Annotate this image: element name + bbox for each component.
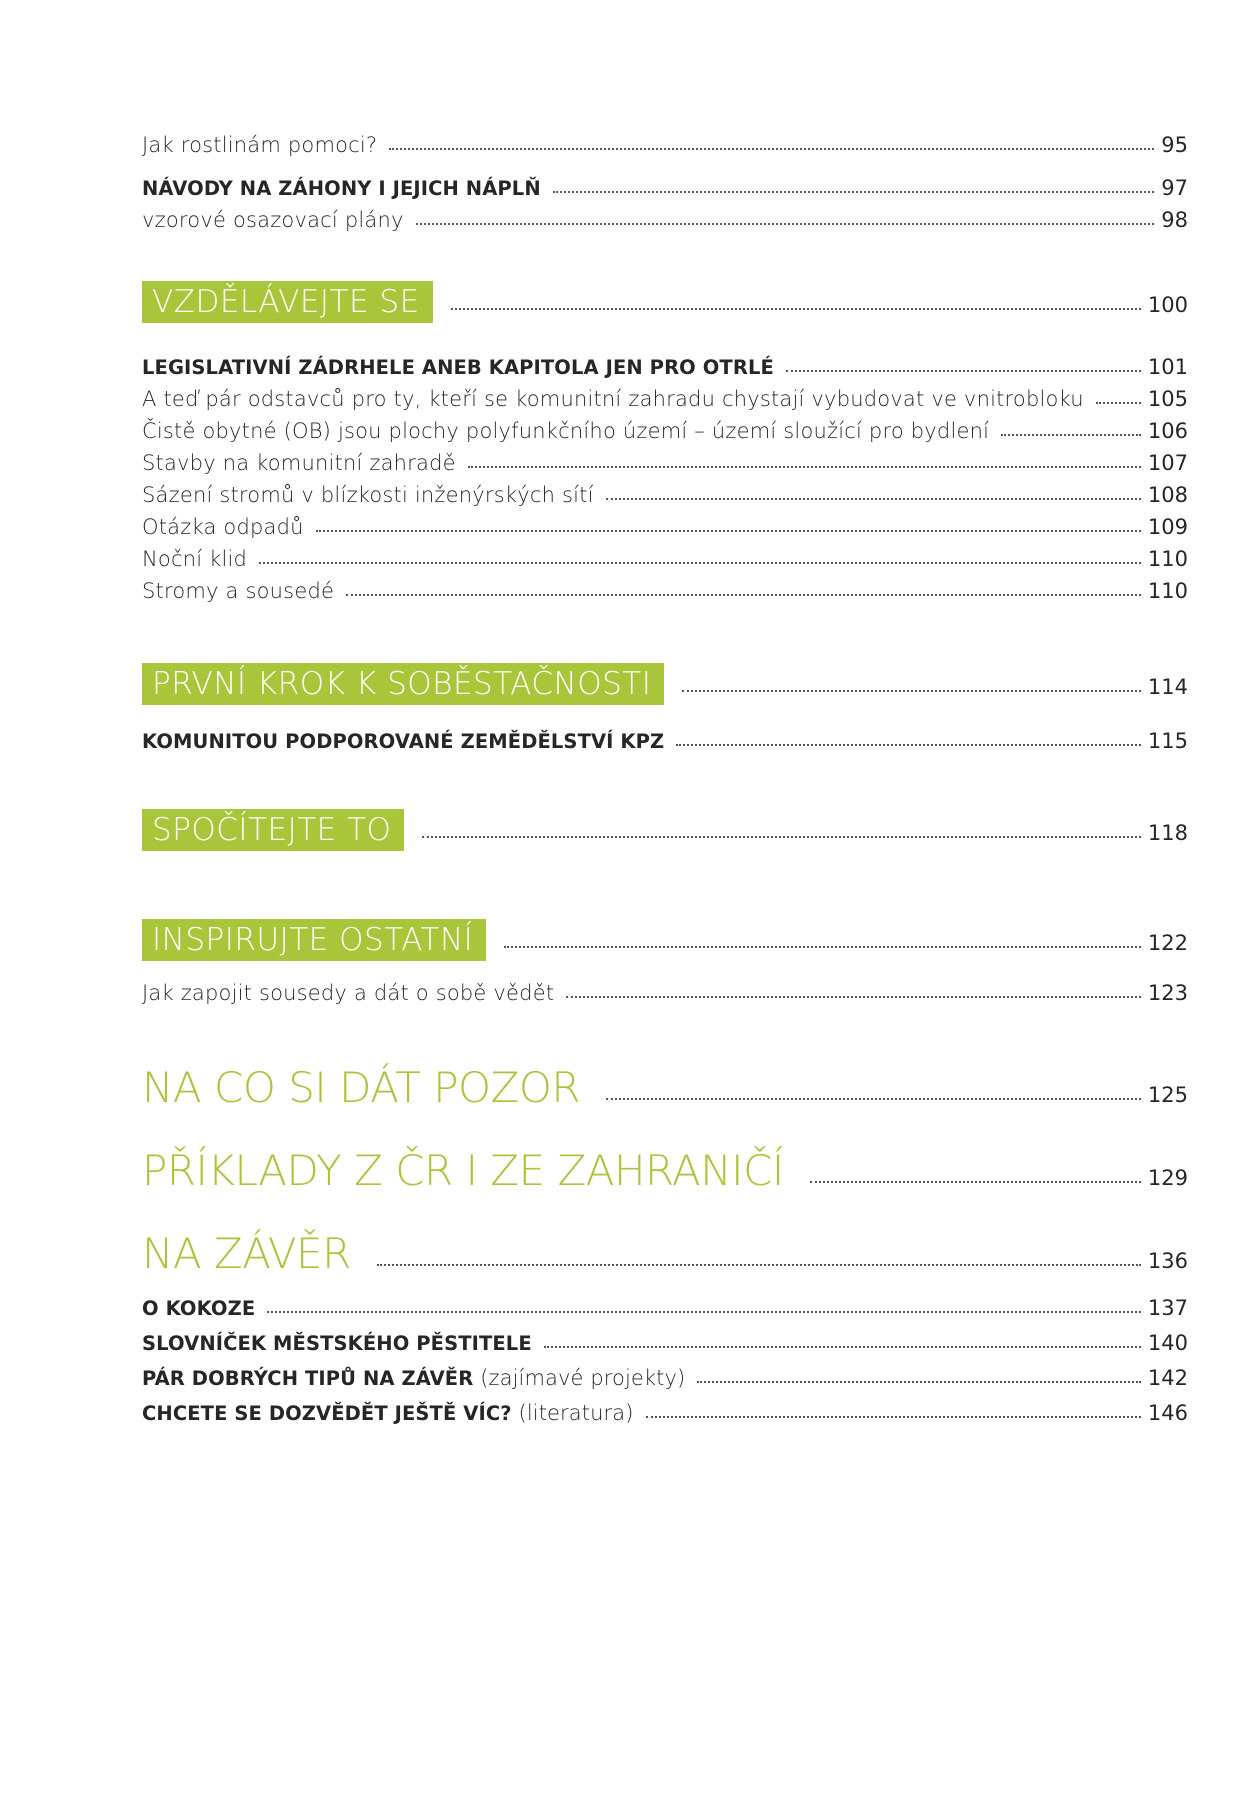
entry-note: (literatura): [518, 1401, 634, 1425]
dot-leader: [422, 836, 1140, 838]
toc-chapter[interactable]: [142, 809, 1188, 851]
toc-entry-title: Jak zapojit sousedy a dát o sobě vědět: [142, 981, 555, 1005]
toc-entry-title: [142, 1366, 685, 1390]
page-number: 105: [1147, 387, 1188, 411]
toc-entry[interactable]: [142, 1401, 1188, 1425]
page-number: 115: [1147, 729, 1188, 753]
dot-leader: [1096, 402, 1141, 404]
entry-main-text: CHCETE SE DOZVĚDĚT JEŠTĚ VÍC?: [142, 1402, 512, 1425]
dot-leader: [553, 191, 1155, 193]
toc-entry-title: Noční klid: [142, 547, 248, 571]
dot-leader: [606, 498, 1141, 500]
toc-entry[interactable]: [142, 515, 1188, 539]
toc-entry[interactable]: [142, 176, 1188, 200]
toc-entry[interactable]: [142, 208, 1188, 232]
page-number: 110: [1147, 547, 1188, 571]
entry-note: (zajímavé projekty): [480, 1366, 686, 1390]
dot-leader: [544, 1346, 1141, 1348]
toc-entry-title: Stavby na komunitní zahradě: [142, 451, 456, 475]
dot-leader: [697, 1381, 1141, 1383]
page-number: 114: [1147, 675, 1188, 699]
toc-entry-title: Otázka odpadů: [142, 515, 304, 539]
dot-leader: [646, 1416, 1141, 1418]
page-number: 122: [1147, 931, 1188, 955]
dot-leader: [504, 946, 1141, 948]
toc-entry-title: O KOKOZE: [142, 1297, 256, 1320]
toc-entry[interactable]: [142, 1296, 1188, 1320]
toc-entry-title: Jak rostlinám pomoci?: [142, 133, 378, 157]
dot-leader: [682, 690, 1141, 692]
page-number: 109: [1147, 515, 1188, 539]
toc-entry-title: NÁVODY NA ZÁHONY I JEJICH NÁPLŇ: [142, 177, 541, 200]
toc-entry[interactable]: [142, 579, 1188, 603]
toc-entry-title: Čistě obytné (OB) jsou plochy polyfunkčního území – území sloužící pro bydlení: [142, 419, 990, 443]
toc-entry[interactable]: [142, 1331, 1188, 1355]
dot-leader: [259, 562, 1141, 564]
page-number: 123: [1147, 981, 1188, 1005]
major-heading-title: NA CO SI DÁT POZOR: [142, 1063, 581, 1112]
page-number: 95: [1161, 133, 1188, 157]
toc-major-heading[interactable]: [142, 1229, 1188, 1278]
dot-leader: [377, 1264, 1141, 1266]
toc-chapter[interactable]: [142, 281, 1188, 323]
toc-entry[interactable]: [142, 387, 1188, 411]
chapter-title: PRVNÍ KROK K SOBĚSTAČNOSTI: [142, 663, 664, 705]
dot-leader: [346, 594, 1141, 596]
toc-entry[interactable]: [142, 451, 1188, 475]
major-heading-title: PŘÍKLADY Z ČR I ZE ZAHRANIČÍ: [142, 1146, 784, 1195]
dot-leader: [316, 530, 1141, 532]
toc-entry[interactable]: [142, 981, 1188, 1005]
toc-entry[interactable]: [142, 1366, 1188, 1390]
toc-entry-title: LEGISLATIVNÍ ZÁDRHELE ANEB KAPITOLA JEN PRO OTRLÉ: [142, 356, 774, 379]
toc-entry-title: KOMUNITOU PODPOROVANÉ ZEMĚDĚLSTVÍ KPZ: [142, 730, 665, 753]
dot-leader: [1001, 434, 1141, 436]
page-number: 146: [1147, 1401, 1188, 1425]
page-number: 98: [1161, 208, 1188, 232]
page-number: 140: [1147, 1331, 1188, 1355]
dot-leader: [676, 744, 1141, 746]
dot-leader: [416, 223, 1155, 225]
page-number: 118: [1147, 821, 1188, 845]
toc-entry[interactable]: [142, 729, 1188, 753]
toc-entry[interactable]: [142, 547, 1188, 571]
toc-chapter[interactable]: [142, 663, 1188, 705]
page-number: 110: [1147, 579, 1188, 603]
page-number: 100: [1147, 293, 1188, 317]
page-number: 106: [1147, 419, 1188, 443]
dot-leader: [566, 996, 1141, 998]
toc-entry-title: vzorové osazovací plány: [142, 208, 404, 232]
page-number: 129: [1147, 1166, 1188, 1190]
page-number: 125: [1147, 1083, 1188, 1107]
page-number: 101: [1147, 355, 1188, 379]
toc-entry[interactable]: [142, 133, 1188, 157]
toc-chapter[interactable]: [142, 919, 1188, 961]
entry-main-text: PÁR DOBRÝCH TIPŮ NA ZÁVĚR: [142, 1367, 474, 1390]
toc-entry-title: Sázení stromů v blízkosti inženýrských sítí: [142, 483, 594, 507]
major-heading-title: NA ZÁVĚR: [142, 1229, 351, 1278]
dot-leader: [786, 370, 1141, 372]
toc-major-heading[interactable]: [142, 1146, 1188, 1195]
page-number: 97: [1161, 176, 1188, 200]
toc-entry[interactable]: [142, 419, 1188, 443]
page-number: 107: [1147, 451, 1188, 475]
dot-leader: [451, 308, 1141, 310]
chapter-title: SPOČÍTEJTE TO: [142, 809, 404, 851]
toc-entry-title: [142, 1401, 634, 1425]
page-number: 137: [1147, 1296, 1188, 1320]
chapter-title: VZDĚLÁVEJTE SE: [142, 281, 433, 323]
toc-entry[interactable]: [142, 483, 1188, 507]
toc-entry-title: A teď pár odstavců pro ty, kteří se komunitní zahradu chystají vybudovat ve vnitrobloku: [142, 387, 1084, 411]
dot-leader: [389, 148, 1154, 150]
page-number: 142: [1147, 1366, 1188, 1390]
dot-leader: [606, 1098, 1141, 1100]
page-number: 136: [1147, 1249, 1188, 1273]
toc-entry[interactable]: [142, 355, 1188, 379]
page-number: 108: [1147, 483, 1188, 507]
chapter-title: INSPIRUJTE OSTATNÍ: [142, 919, 486, 961]
dot-leader: [468, 466, 1141, 468]
toc-entry-title: SLOVNÍČEK MĚSTSKÉHO PĚSTITELE: [142, 1332, 532, 1355]
table-of-contents: [142, 0, 1188, 1800]
toc-major-heading[interactable]: [142, 1063, 1188, 1112]
dot-leader: [810, 1181, 1141, 1183]
toc-entry-title: Stromy a sousedé: [142, 579, 335, 603]
dot-leader: [267, 1311, 1141, 1313]
